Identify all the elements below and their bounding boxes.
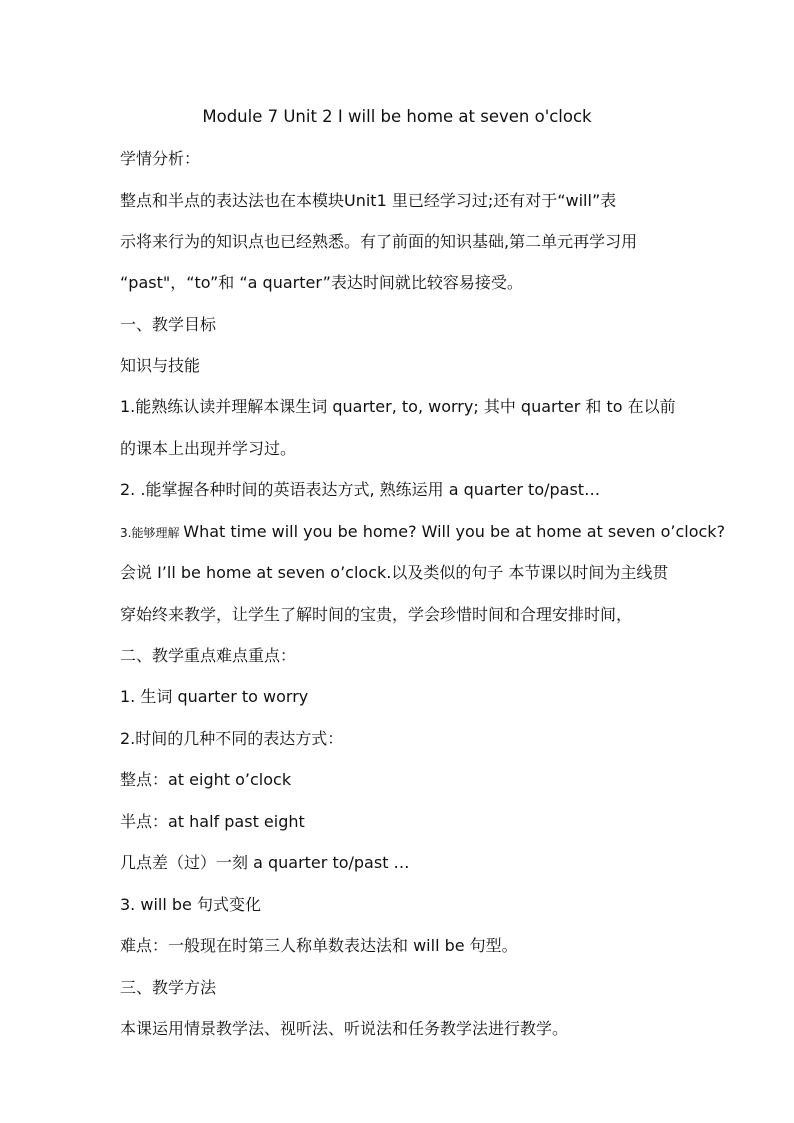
subheading-knowledge-skills: 知识与技能 [120, 356, 201, 375]
list-item-prefix: 3.能够理解 [120, 526, 184, 540]
paragraph-line: 示将来行为的知识点也已经熟悉。有了前面的知识基础,第二单元再学习用 [120, 232, 638, 251]
paragraph-line: 整点和半点的表达法也在本模块Unit1 里已经学习过;还有对于“will”表 [120, 191, 617, 210]
section-heading-analysis: 学情分析： [120, 149, 201, 168]
list-item [120, 521, 726, 544]
list-item: 2.时间的几种不同的表达方式： [120, 729, 344, 748]
document-title: Module 7 Unit 2 I will be home at seven o'clock [202, 107, 592, 126]
paragraph-line: “past"，“to”和 “a quarter”表达时间就比较容易接受。 [120, 273, 523, 292]
list-item-text: What time will you be home? Will you be at home at seven o’clock? [183, 522, 726, 541]
list-item-continuation: 的课本上出现并学习过。 [120, 439, 297, 458]
list-subitem: 半点：at half past eight [120, 812, 305, 831]
list-subitem: 几点差（过）一刻 a quarter to/past … [120, 853, 410, 872]
paragraph-line: 本课运用情景教学法、视听法、听说法和任务教学法进行教学。 [120, 1019, 569, 1038]
list-item: 2. .能掌握各种时间的英语表达方式, 熟练运用 a quarter to/past… [120, 480, 601, 499]
section-heading-methods: 三、教学方法 [120, 978, 217, 997]
list-subitem: 整点：at eight o’clock [120, 770, 292, 789]
paragraph-line: 会说 I’ll be home at seven o’clock.以及类似的句子 本节课以时间为主线贯 [120, 563, 669, 582]
difficulty-line: 难点：一般现在时第三人称单数表达法和 will be 句型。 [120, 936, 518, 955]
paragraph-line: 穿始终来教学，让学生了解时间的宝贵，学会珍惜时间和合理安排时间， [120, 605, 633, 624]
list-item: 1. 生词 quarter to worry [120, 687, 309, 706]
list-item: 1.能熟练认读并理解本课生词 quarter, to, worry; 其中 quarter 和 to 在以前 [120, 397, 676, 416]
section-heading-key-points: 二、教学重点难点重点： [120, 646, 297, 665]
list-item: 3. will be 句式变化 [120, 895, 261, 914]
section-heading-objectives: 一、教学目标 [120, 315, 217, 334]
